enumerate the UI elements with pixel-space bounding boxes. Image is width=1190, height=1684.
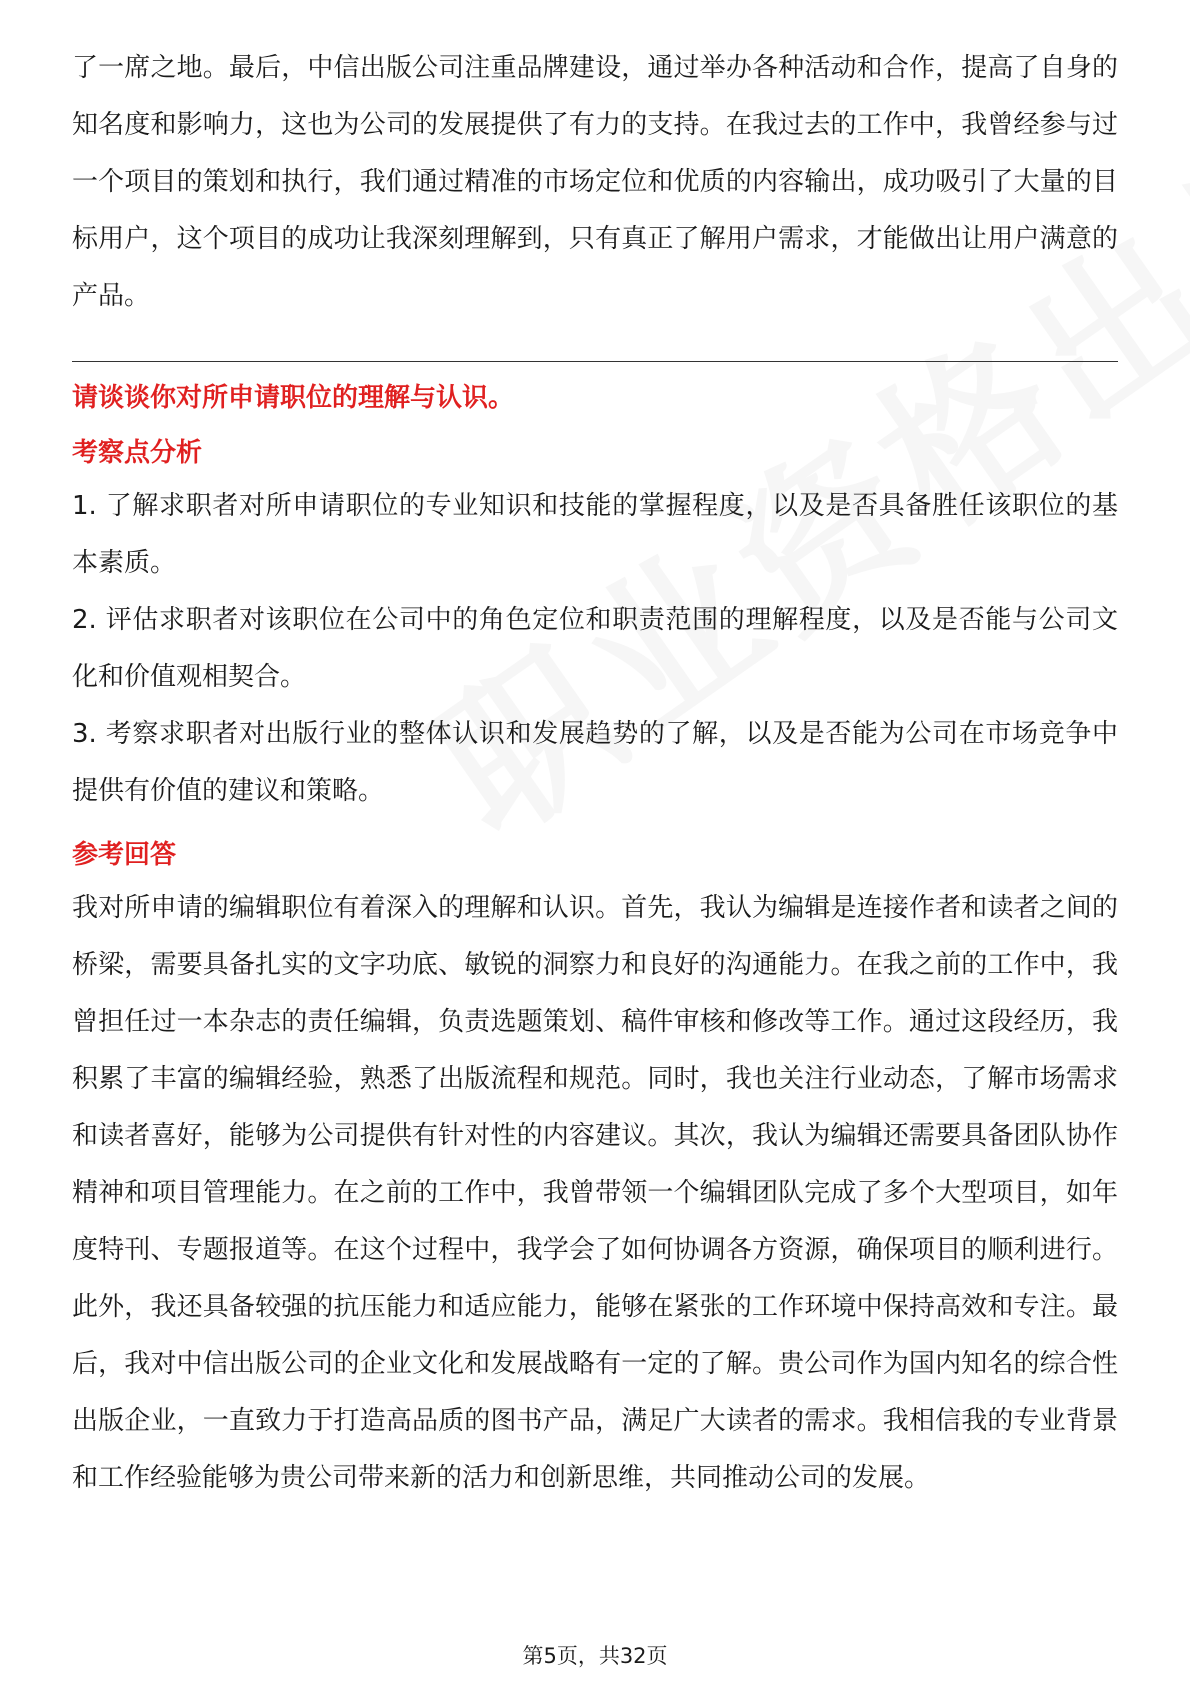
answer-heading: 参考回答 <box>72 840 177 870</box>
answer-paragraph: 我对所申请的编辑职位有着深入的理解和认识。首先，我认为编辑是连接作者和读者之间的桥梁，需要具备扎实的文字功底、敏锐的洞察力和良好的沟通能力。在我之前的工作中，我曾担任过一本杂志的责任编辑，负责选题策划、稿件审核和修改等工作。通过这段经历，我积累了丰富的编辑经验，熟悉了出版流程和规范。同时，我也关注行业动态，了解市场需求和读者喜好，能够为公司提供有针对性的内容建议。其次，我认为编辑还需要具备团队协作精神和项目管理能力。在之前的工作中，我曾带领一个编辑团队完成了多个大型项目，如年度特刊、专题报道等。在这个过程中，我学会了如何协调各方资源，确保项目的顺利进行。此外，我还具备较强的抗压能力和适应能力，能够在紧张的工作环境中保持高效和专注。最后，我对中信出版公司的企业文化和发展战略有一定的了解。贵公司作为国内知名的综合性出版企业，一直致力于打造高品质的图书产品，满足广大读者的需求。我相信我的专业背景和工作经验能够为贵公司带来新的活力和创新思维，共同推动公司的发展。 <box>72 893 1118 1493</box>
analysis-item-1: 1. 了解求职者对所申请职位的专业知识和技能的掌握程度，以及是否具备胜任该职位的基本素质。 <box>72 491 1118 578</box>
document-page <box>72 40 1118 1507</box>
section-divider <box>72 361 1118 362</box>
analysis-item-2: 2. 评估求职者对该职位在公司中的角色定位和职责范围的理解程度，以及是否能与公司文化和价值观相契合。 <box>72 605 1118 692</box>
analysis-heading: 考察点分析 <box>72 438 203 468</box>
analysis-item-3: 3. 考察求职者对出版行业的整体认识和发展趋势的了解，以及是否能为公司在市场竞争中提供有价值的建议和策略。 <box>72 719 1118 806</box>
question-title: 请谈谈你对所申请职位的理解与认识。 <box>72 383 515 413</box>
page-footer: 第5页，共32页 <box>522 1644 668 1668</box>
intro-paragraph: 了一席之地。最后，中信出版公司注重品牌建设，通过举办各种活动和合作，提高了自身的知名度和影响力，这也为公司的发展提供了有力的支持。在我过去的工作中，我曾经参与过一个项目的策划和执行，我们通过精准的市场定位和优质的内容输出，成功吸引了大量的目标用户，这个项目的成功让我深刻理解到，只有真正了解用户需求，才能做出让用户满意的产品。 <box>72 53 1118 311</box>
